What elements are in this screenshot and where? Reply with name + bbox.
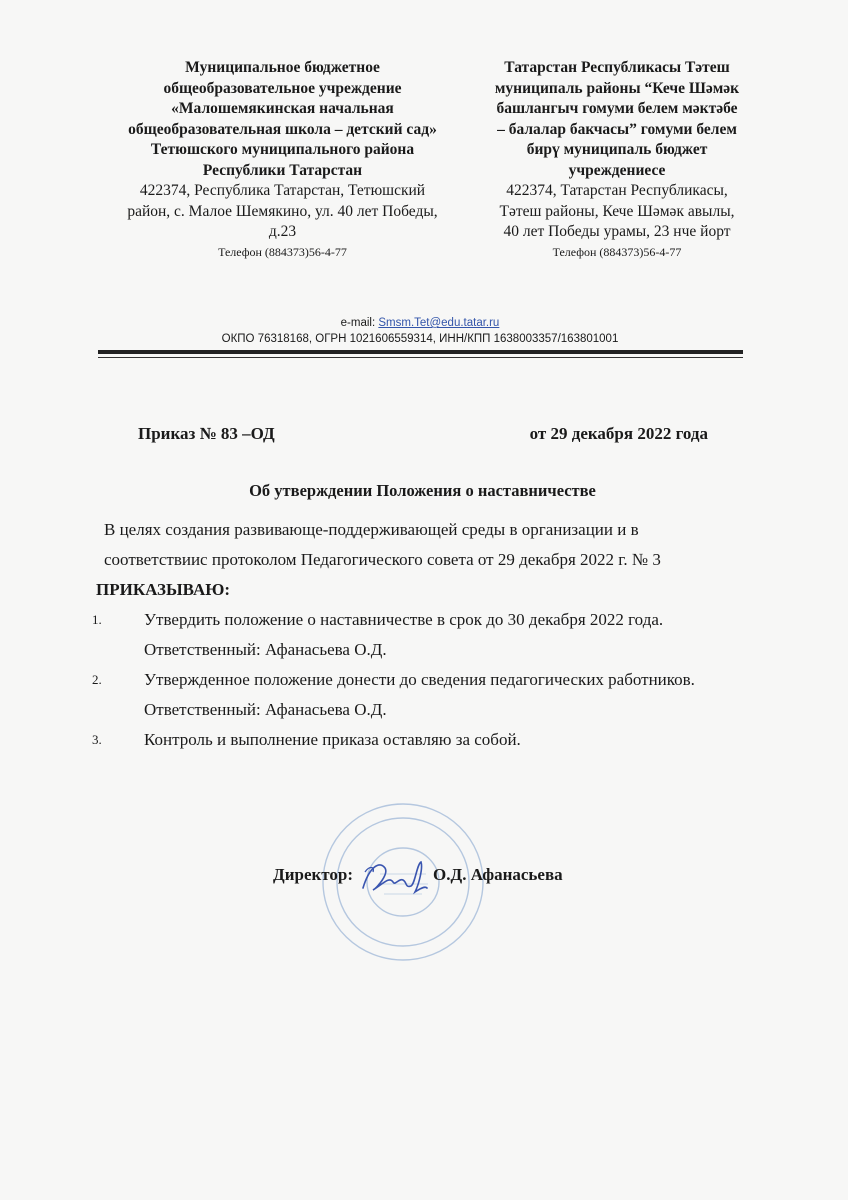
email-label: e-mail: xyxy=(340,317,379,329)
header-left-line: «Малошемякинская начальная xyxy=(171,100,394,117)
header-right-address: Тәтеш районы, Кече Шәмәк авылы, xyxy=(499,202,735,220)
header-right-line: – балалар бакчасы” гомуми белем xyxy=(497,120,737,138)
item-text: Утвердить положение о наставничестве в срок до 30 декабря 2022 года. xyxy=(144,610,664,629)
header-right-address: 40 лет Победы урамы, 23 нче йорт xyxy=(503,223,731,240)
contact-block xyxy=(100,316,740,347)
header-divider-thick xyxy=(98,350,743,354)
header-left-address: 422374, Республика Татарстан, Тетюшский xyxy=(139,182,426,199)
header-left-russian xyxy=(105,58,460,261)
header-left-line: общеобразовательное учреждение xyxy=(163,79,402,97)
item-number: 2. xyxy=(92,672,102,687)
signatory-name: О.Д. Афанасьева xyxy=(433,865,563,884)
header-right-phone: Телефон (884373)56-4-77 xyxy=(552,244,682,259)
header-right-line: бирү муниципаль бюджет xyxy=(526,141,708,158)
order-header xyxy=(138,424,708,444)
header-left-line: Тетюшского муниципального района xyxy=(150,141,415,158)
order-item xyxy=(92,665,756,725)
email-link[interactable]: Smsm.Tet@edu.tatar.ru xyxy=(378,317,500,329)
email-line xyxy=(100,316,740,332)
header-right-line: муниципаль районы “Кече Шәмәк xyxy=(494,79,740,97)
item-responsible: Ответственный: Афанасьева О.Д. xyxy=(144,700,387,719)
order-date: от 29 декабря 2022 года xyxy=(529,424,708,443)
header-right-tatar xyxy=(472,58,762,261)
header-divider-thin xyxy=(98,357,743,358)
header-left-line: Республики Татарстан xyxy=(202,161,363,179)
header-right-line: учреждениесе xyxy=(568,161,666,179)
header-right-line: Татарстан Республикасы Тәтеш xyxy=(504,59,730,76)
header-right-line: башлангыч гомуми белем мәктәбе xyxy=(496,100,738,117)
order-item xyxy=(92,605,756,665)
order-number: Приказ № 83 –ОД xyxy=(138,424,275,443)
signatory-position: Директор: xyxy=(273,865,354,884)
item-responsible: Ответственный: Афанасьева О.Д. xyxy=(144,640,387,659)
signature-block xyxy=(273,858,633,892)
header-left-address: район, с. Малое Шемякино, ул. 40 лет Победы, xyxy=(127,202,438,220)
order-word: ПРИКАЗЫВАЮ: xyxy=(96,580,231,599)
item-text: Контроль и выполнение приказа оставляю за собой. xyxy=(144,730,521,749)
order-item xyxy=(92,725,756,755)
item-number: 3. xyxy=(92,732,102,747)
order-body xyxy=(92,515,756,755)
header-left-address: д.23 xyxy=(268,223,297,240)
handwritten-signature-icon xyxy=(359,858,429,898)
order-items xyxy=(92,605,756,755)
order-title: Об утверждении Положения о наставничестве xyxy=(249,481,596,500)
header-left-line: Муниципальное бюджетное xyxy=(185,59,380,76)
item-text: Утвержденное положение донести до сведения педагогических работников. xyxy=(144,670,695,689)
header-left-phone: Телефон (884373)56-4-77 xyxy=(218,244,347,259)
header-left-line: общеобразовательная школа – детский сад» xyxy=(128,120,437,138)
intro-line: В целях создания развивающе-поддерживающей среды в организации и в xyxy=(104,520,639,539)
item-number: 1. xyxy=(92,612,102,627)
header-right-address: 422374, Татарстан Республикасы, xyxy=(506,182,728,199)
registration-codes: ОКПО 76318168, ОГРН 1021606559314, ИНН/КПП 1638003357/163801001 xyxy=(221,332,619,345)
intro-line: соответствиис протоколом Педагогического совета от 29 декабря 2022 г. № 3 xyxy=(104,550,661,569)
